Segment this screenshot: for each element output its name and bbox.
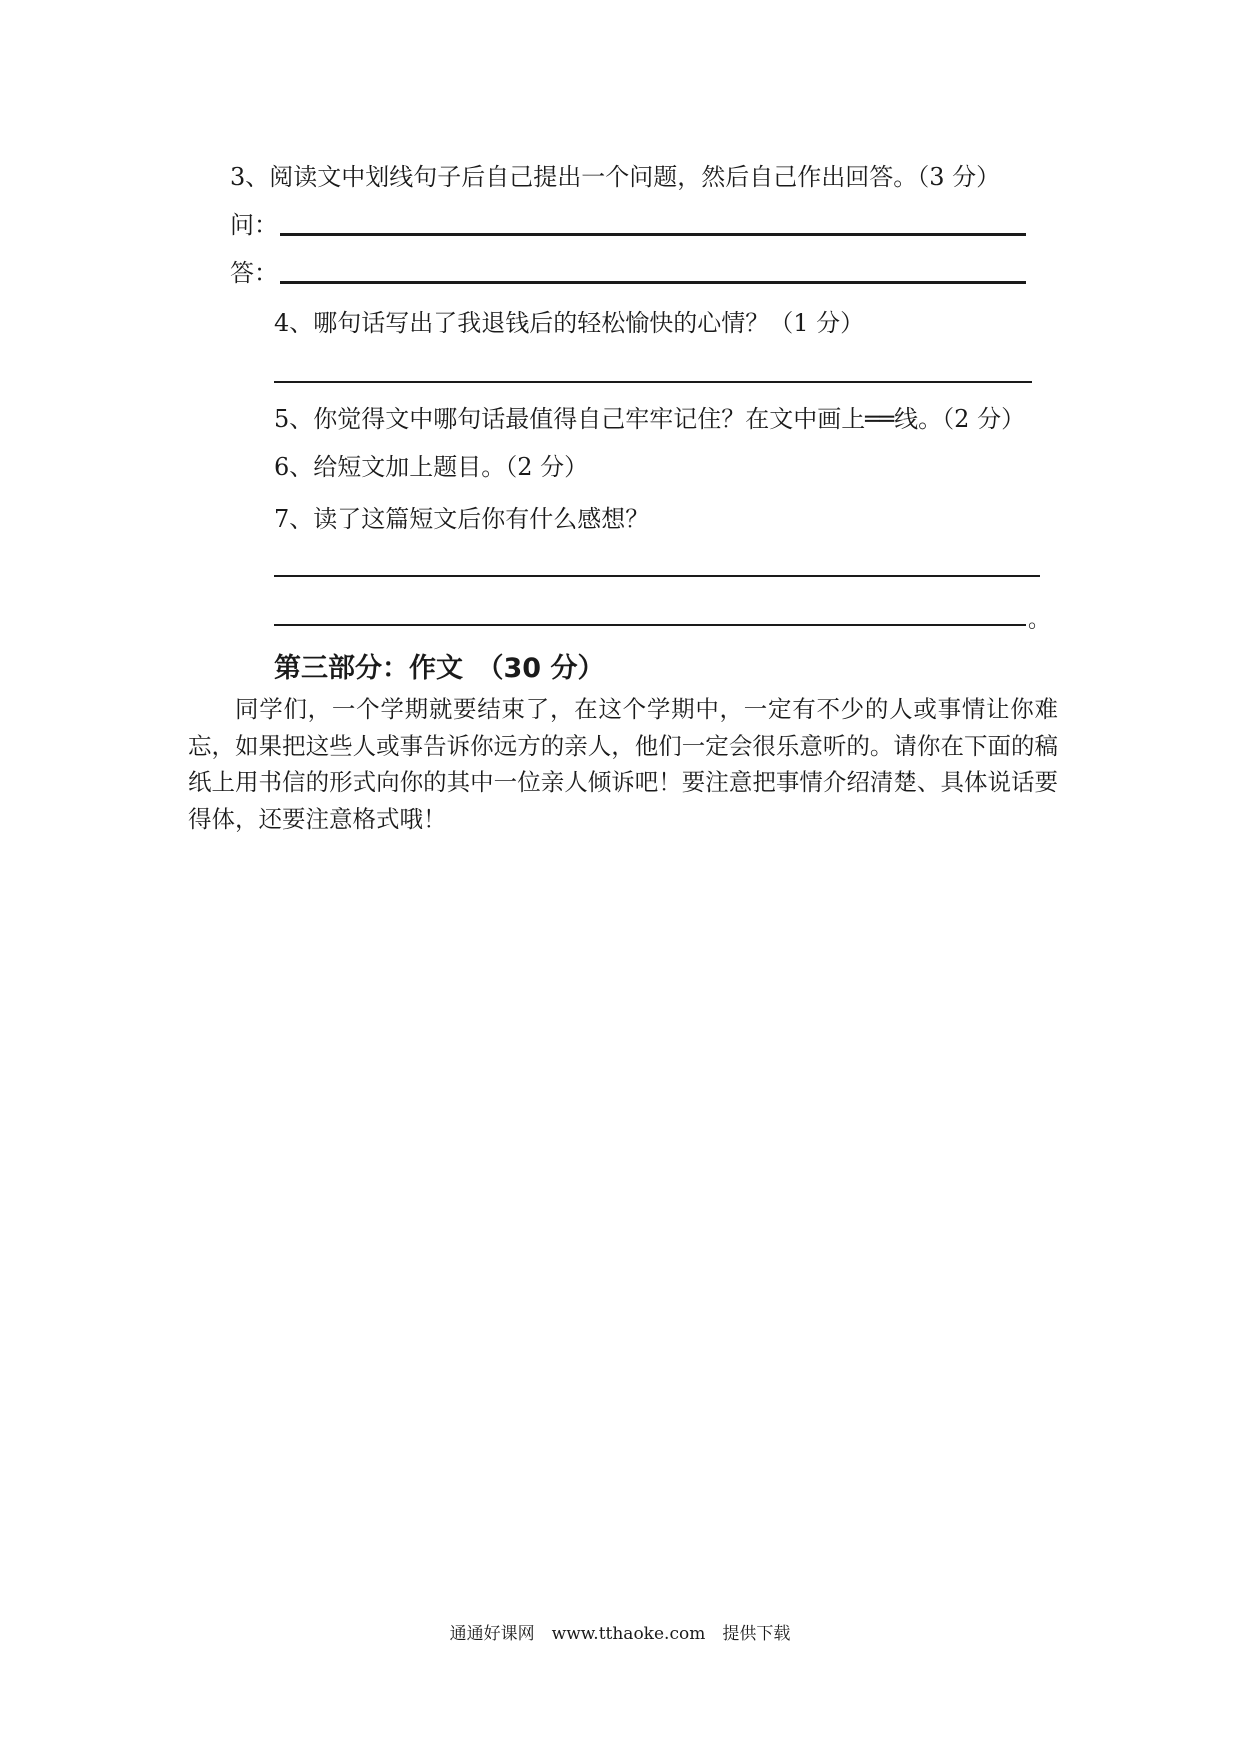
question-7-end-mark: 。 [1028, 608, 1051, 633]
question-4-text: 4、哪句话写出了我退钱后的轻松愉快的心情？（1 分） [274, 309, 865, 337]
question-3-answer-label: 答： [230, 259, 278, 287]
question-3-answer-line [280, 281, 1026, 284]
question-3-ask-answer-line [280, 233, 1026, 236]
question-3-ask-label: 问： [230, 211, 278, 239]
footer-credit: 通通好课网 www.tthaoke.com 提供下载 [449, 1624, 791, 1644]
composition-heading: 第三部分：作文 （30 分） [274, 653, 605, 684]
question-7-text: 7、读了这篇短文后你有什么感想？ [274, 505, 650, 533]
composition-prompt: 同学们，一个学期就要结束了，在这个学期中，一定有不少的人或事情让你难忘，如果把这些人或事告诉你远方的亲人，他们一定会很乐意听的。请你在下面的稿纸上用书信的形式向你的其中一位亲人倾诉吧！要注意把事情介绍清楚、具体说话要得体，还要注意格式哦！ [188, 695, 1058, 833]
question-7-answer-line-2 [274, 624, 1026, 626]
question-6-text: 6、给短文加上题目。（2 分） [274, 453, 589, 481]
question-4-answer-line [274, 381, 1032, 383]
question-7-answer-line-1 [274, 575, 1040, 577]
question-5-text: 5、你觉得文中哪句话最值得自己牢牢记住？在文中画上══线。（2 分） [274, 405, 1026, 433]
question-3-text: 3、阅读文中划线句子后自己提出一个问题，然后自己作出回答。（3 分） [230, 163, 1001, 191]
